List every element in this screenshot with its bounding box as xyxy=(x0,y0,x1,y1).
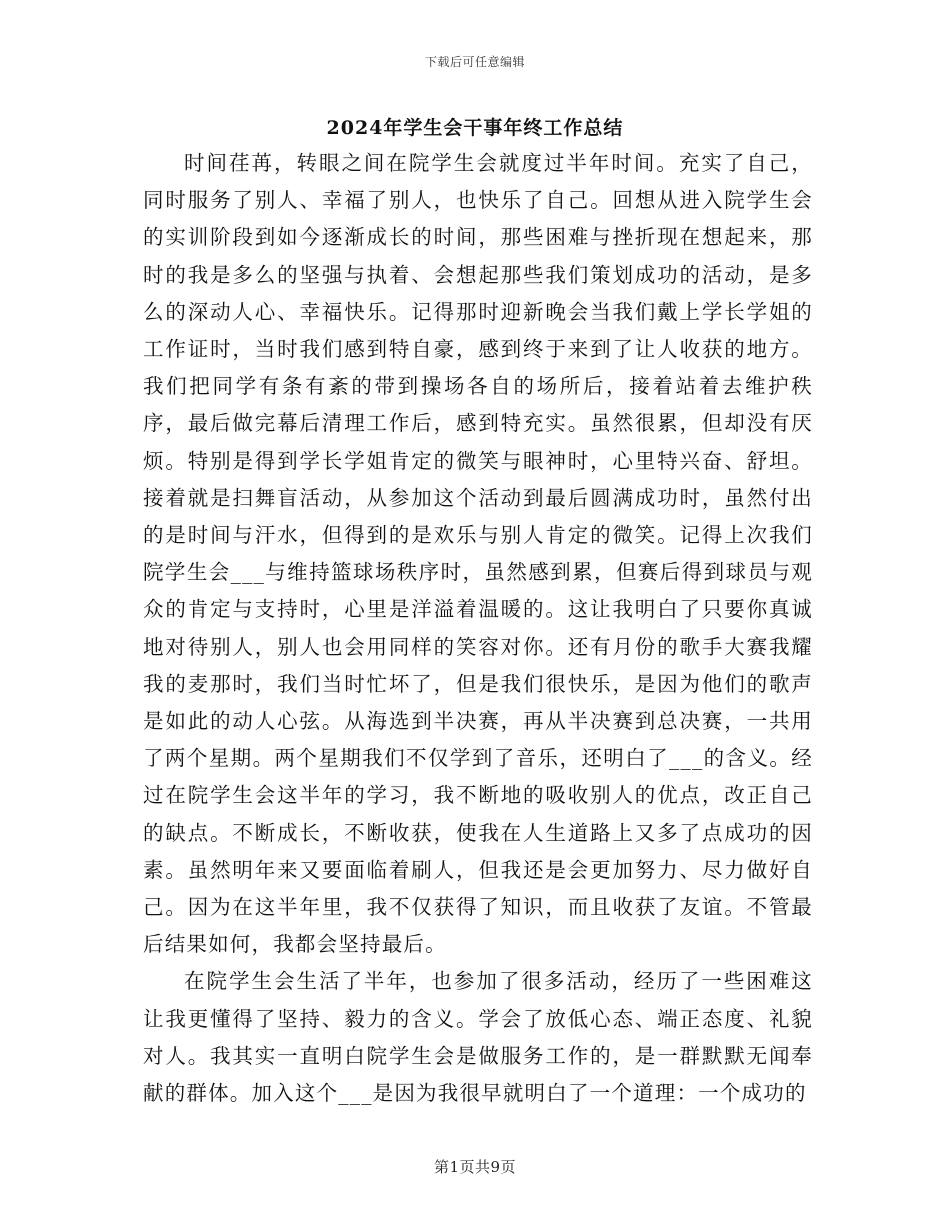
document-title: 2024年学生会干事年终工作总结 xyxy=(326,117,624,139)
header-note: 下载后可任意编辑 xyxy=(424,55,525,69)
page-number: 第1页共9页 xyxy=(433,1158,517,1176)
paragraph-1: 时间荏苒，转眼之间在院学生会就度过半年时间。充实了自己，同时服务了别人、幸福了别人，也快乐了自己。回想从进入院学生会的实训阶段到如今逐渐成长的时间，那些困难与挫折现在想起来，那时的我是多么的坚强与执着、会想起那些我们策划成功的活动，是多么的深动人心、幸福快乐。记得那时迎新晚会当我们戴上学长学姐的工作证时，当时我们感到特自豪，感到终于来到了让人收获的地方。我们把同学有条有紊的带到操场各自的场所后，接着站着去维护秩序，最后做完幕后清理工作后，感到特充实。虽然很累，但却没有厌烦。特别是得到学长学姐肯定的微笑与眼神时，心里特兴奋、舒坦。接着就是扫舞盲活动，从参加这个活动到最后圆满成功时，虽然付出的是时间与汗水，但得到的是欢乐与别人肯定的微笑。记得上次我们院学生会___与维持篮球场秩序时，虽然感到累，但赛后得到球员与观众的肯定与支持时，心里是洋溢着温暖的。这让我明白了只要你真诚地对待别人，别人也会用同样的笑容对你。还有月份的歌手大赛我耀我的麦那时，我们当时忙坏了，但是我们很快乐，是因为他们的歌声是如此的动人心弦。从海选到半决赛，再从半决赛到总决赛，一共用了两个星期。两个星期我们不仅学到了音乐，还明白了___的含义。经过在院学生会这半年的学习，我不断地的吸收别人的优点，改正自己的缺点。不断成长，不断收获，使我在人生道路上又多了点成功的因素。虽然明年来又要面临着刷人，但我还是会更加努力、尽力做好自己。因为在这半年里，我不仅获得了知识，而且收获了友谊。不管最后结果如何，我都会坚持最后。 xyxy=(143,151,813,957)
paragraph-2: 在院学生会生活了半年，也参加了很多活动，经历了一些困难这让我更懂得了坚持、毅力的含义。学会了放低心态、端正态度、礼貌对人。我其实一直明白院学生会是做服务工作的，是一群默默无闻奉献的群体。加入这个___是因为我很早就明白了一个道理：一个成功的 xyxy=(143,969,813,1106)
document-body xyxy=(143,145,813,1112)
